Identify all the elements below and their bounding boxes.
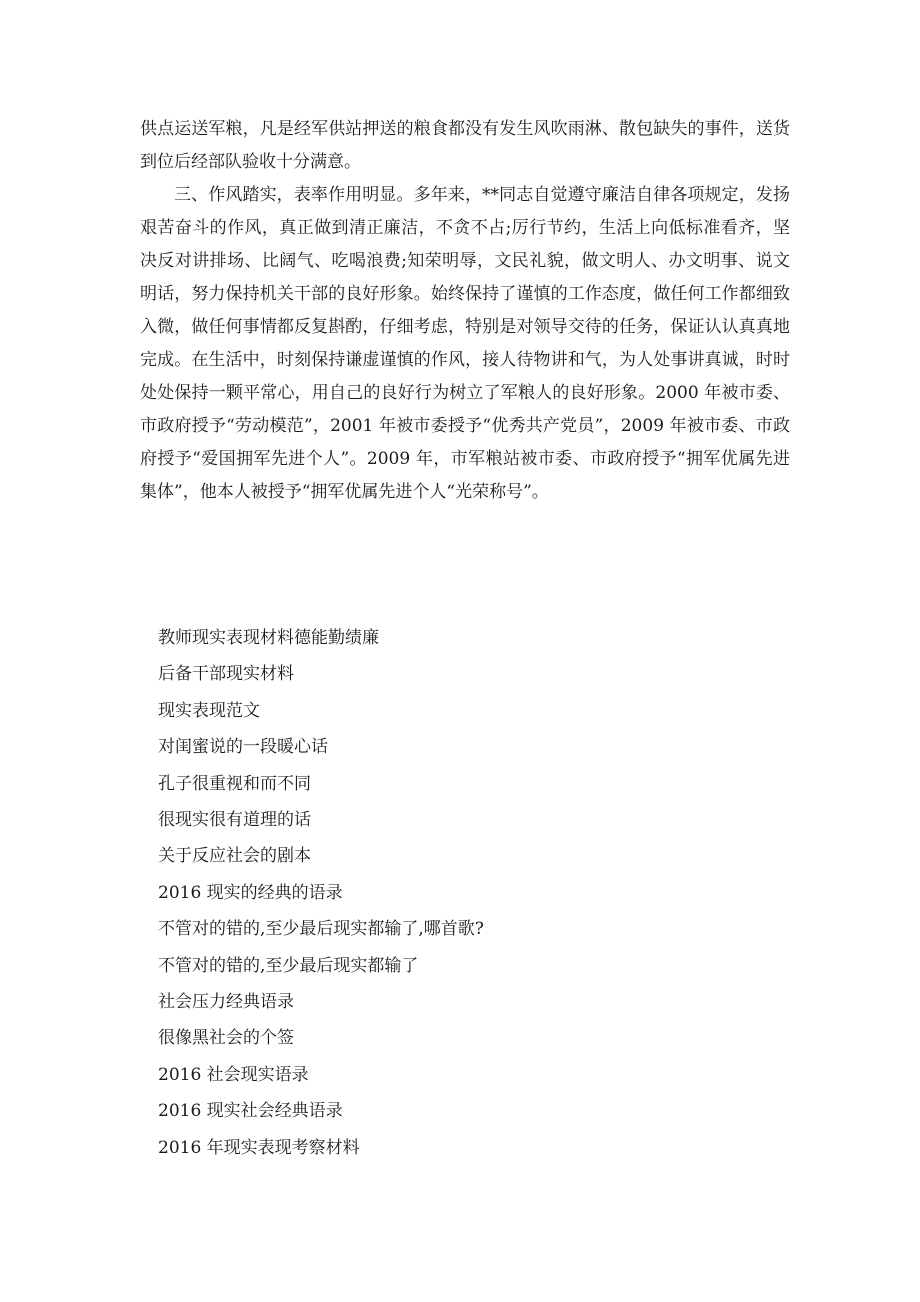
paragraph-continued: 供点运送军粮，凡是经军供站押送的粮食都没有发生风吹雨淋、散包缺失的事件，送货到位后经部队验收十分满意。	[140, 119, 790, 172]
related-link[interactable]: 2016 社会现实语录	[158, 1064, 309, 1085]
related-links-list	[158, 620, 798, 1166]
related-link[interactable]: 关于反应社会的剧本	[158, 846, 311, 867]
related-link[interactable]: 很现实很有道理的话	[158, 810, 311, 831]
related-link[interactable]: 不管对的错的,至少最后现实都输了	[158, 955, 419, 976]
document-body	[140, 113, 790, 509]
related-link[interactable]: 2016 年现实表现考察材料	[158, 1137, 360, 1158]
related-link[interactable]: 2016 现实的经典的语录	[158, 882, 343, 903]
related-link[interactable]: 教师现实表现材料德能勤绩廉	[158, 628, 379, 648]
related-link[interactable]: 不管对的错的,至少最后现实都输了,哪首歌?	[158, 919, 484, 940]
related-link[interactable]: 社会压力经典语录	[158, 992, 294, 1013]
related-link[interactable]: 后备干部现实材料	[158, 664, 294, 685]
paragraph-section-three: 三、作风踏实，表率作用明显。多年来，**同志自觉遵守廉洁自律各项规定，发扬艰苦奋斗的作风，真正做到清正廉洁，不贪不占;厉行节约，生活上向低标准看齐，坚决反对讲排场、比阔气、吃喝浪费;知荣明辱，文民礼貌，做文明人、办文明事、说文明话，努力保持机关干部的良好形象。始终保持了谨慎的工作态度，做任何工作都细致入微，做任何事情都反复斟酌，仔细考虑，特别是对领导交待的任务，保证认认真真地完成。在生活中，时刻保持谦虚谨慎的作风，接人待物讲和气，为人处事讲真诚，时时处处保持一颗平常心，用自己的良好行为树立了军粮人的良好形象。2000 年被市委、市政府授予“劳动模范”，2001 年被市委授予“优秀共产党员”，2009 年被市委、市政府授予“爱国拥军先进个人”。2009 年，市军粮站被市委、市政府授予“拥军优属先进集体”，他本人被授予“拥军优属先进个人“光荣称号”。	[140, 185, 790, 502]
related-link[interactable]: 孔子很重视和而不同	[158, 773, 311, 794]
related-link[interactable]: 很像黑社会的个签	[158, 1028, 294, 1049]
related-link[interactable]: 2016 现实社会经典语录	[158, 1101, 343, 1122]
related-link[interactable]: 现实表现范文	[158, 700, 260, 721]
related-link[interactable]: 对闺蜜说的一段暖心话	[158, 737, 328, 758]
